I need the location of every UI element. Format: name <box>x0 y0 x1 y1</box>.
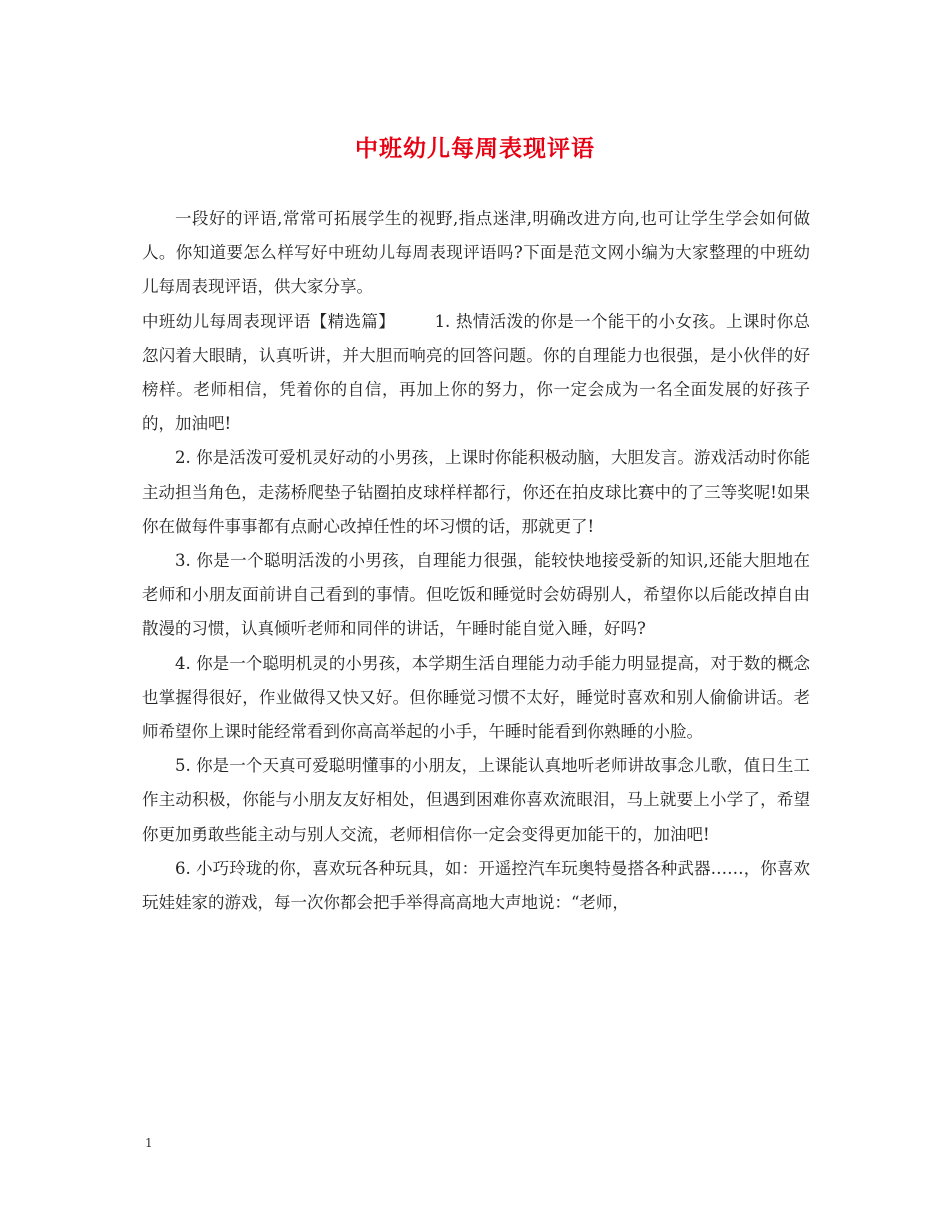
document-title: 中班幼儿每周表现评语 <box>355 135 595 162</box>
comment-paragraph-4: 4. 你是一个聪明机灵的小男孩，本学期生活自理能力动手能力明显提高，对于数的概念也掌握得很好，作业做得又快又好。但你睡觉习惯不太好，睡觉时喜欢和别人偷偷讲话。老师希望你上课时能经常看到你高高举起的小手，午睡时能看到你熟睡的小脸。 <box>142 653 810 742</box>
comment-paragraph-5: 5. 你是一个天真可爱聪明懂事的小朋友，上课能认真地听老师讲故事念儿歌，值日生工作主动积极，你能与小朋友友好相处，但遇到困难你喜欢流眼泪，马上就要上小学了，希望你更加勇敢些能主动与别人交流，老师相信你一定会变得更加能干的，加油吧! <box>142 756 810 844</box>
section-paragraph <box>142 305 810 442</box>
comment-paragraph-1: 1. 热情活泼的你是一个能干的小女孩。上课时你总忽闪着大眼睛，认真听讲，并大胆而响亮的回答问题。你的自理能力也很强，是小伙伴的好榜样。老师相信，凭着你的自信，再加上你的努力，你一定会成为一名全面发展的好孩子的，加油吧! <box>142 311 811 434</box>
document-body <box>142 202 810 920</box>
comment-paragraph-6: 6. 小巧玲珑的你，喜欢玩各种玩具，如：开遥控汽车玩奥特曼搭各种武器……，你喜欢玩娃娃家的游戏，每一次你都会把手举得高高地大声地说：“老师， <box>142 858 810 913</box>
comment-paragraph-2: 2. 你是活泼可爱机灵好动的小男孩，上课时你能积极动脑，大胆发言。游戏活动时你能主动担当角色，走荡桥爬垫子钻圈拍皮球样样都行，你还在拍皮球比赛中的了三等奖呢!如果你在做每件事事都有点耐心改掉任性的坏习惯的话，那就更了! <box>142 448 810 536</box>
page-number: 1 <box>145 1136 153 1150</box>
comment-paragraph-3: 3. 你是一个聪明活泼的小男孩，自理能力很强，能较快地接受新的知识,还能大胆地在老师和小朋友面前讲自己看到的事情。但吃饭和睡觉时会妨碍别人，希望你以后能改掉自由散漫的习惯，认真倾听老师和同伴的讲话，午睡时能自觉入睡，好吗? <box>142 551 810 639</box>
intro-paragraph: 一段好的评语,常常可拓展学生的视野,指点迷津,明确改进方向,也可让学生学会如何做人。你知道要怎么样写好中班幼儿每周表现评语吗?下面是范文网小编为大家整理的中班幼儿每周表现评语，供大家分享。 <box>142 209 810 297</box>
section-heading: 中班幼儿每周表现评语【精选篇】 <box>142 311 396 331</box>
